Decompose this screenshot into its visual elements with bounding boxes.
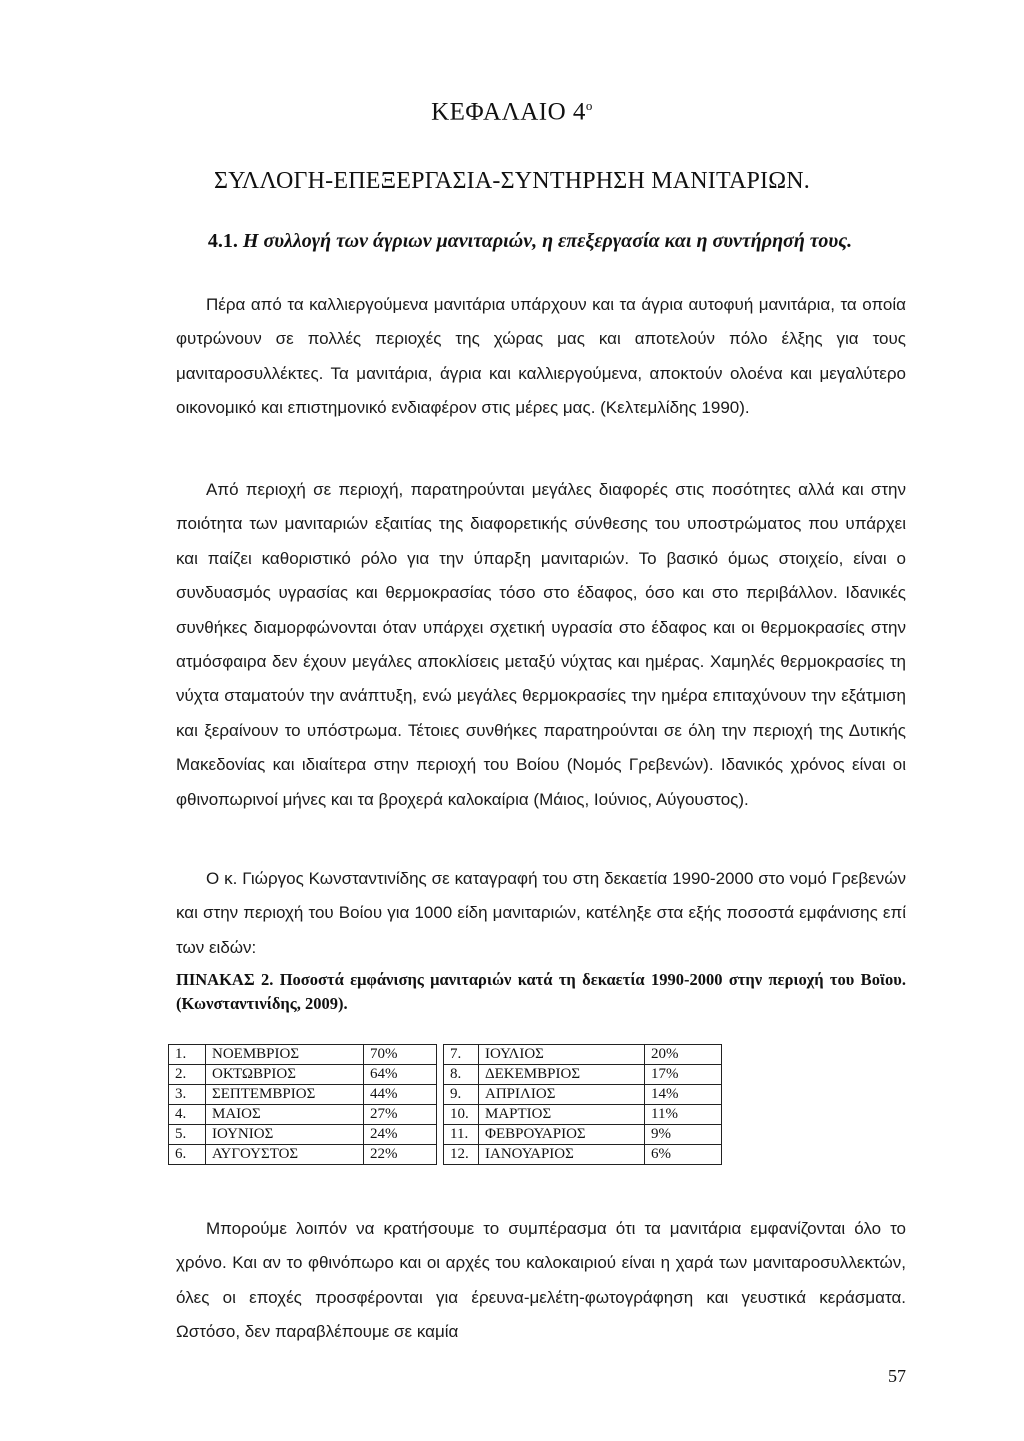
percent-cell: 11% [645, 1105, 722, 1125]
percent-cell: 24% [364, 1125, 437, 1145]
month-cell: ΝΟΕΜΒΡΙΟΣ [206, 1045, 364, 1065]
table-row [444, 1065, 722, 1085]
table-caption: ΠΙΝΑΚΑΣ 2. Ποσοστά εμφάνισης μανιταριών κατά τη δεκαετία 1990-2000 στην περιοχή του Βοϊου. (Κωνσταντινίδης, 2009). [176, 970, 906, 1013]
rank-cell: 12. [444, 1145, 479, 1165]
page-number: 57 [888, 1366, 906, 1386]
rank-cell: 1. [169, 1045, 206, 1065]
percent-cell: 64% [364, 1065, 437, 1085]
rank-cell: 6. [169, 1145, 206, 1165]
percent-cell: 22% [364, 1145, 437, 1165]
month-cell: ΜΑΙΟΣ [206, 1105, 364, 1125]
month-cell: ΑΥΓΟΥΣΤΟΣ [206, 1145, 364, 1165]
table-row [444, 1145, 722, 1165]
table-row [169, 1145, 437, 1165]
percent-cell: 70% [364, 1045, 437, 1065]
paragraph-survey: Ο κ. Γιώργος Κωνσταντινίδης σε καταγραφή του στη δεκαετία 1990-2000 στο νομό Γρεβενών και στην περιοχή του Βοίου για 1000 είδη μανιταριών, κατέληξε στα εξής ποσοστά εμφάνισης επί των ειδών: [176, 869, 906, 957]
section-number: 4.1. [207, 230, 238, 252]
chapter-title [0, 98, 1024, 126]
months-table-right [443, 1044, 722, 1165]
main-heading: ΣΥΛΛΟΓΗ-ΕΠΕΞΕΡΓΑΣΙΑ-ΣΥΝΤΗΡΗΣΗ ΜΑΝΙΤΑΡΙΩΝ. [214, 168, 810, 194]
table-row [169, 1045, 437, 1065]
table-row [169, 1065, 437, 1085]
month-cell: ΟΚΤΩΒΡΙΟΣ [206, 1065, 364, 1085]
percent-cell: 9% [645, 1125, 722, 1145]
section-title: Η συλλογή των άγριων μανιταριών, η επεξεργασία και η συντήρησή τους. [242, 230, 853, 252]
table-row [169, 1085, 437, 1105]
month-cell: ΜΑΡΤΙΟΣ [479, 1105, 645, 1125]
rank-cell: 7. [444, 1045, 479, 1065]
month-cell: ΦΕΒΡΟΥΑΡΙΟΣ [479, 1125, 645, 1145]
months-table-left [168, 1044, 437, 1165]
rank-cell: 3. [169, 1085, 206, 1105]
month-cell: ΙΟΥΛΙΟΣ [479, 1045, 645, 1065]
paragraph-intro: Πέρα από τα καλλιεργούμενα μανιτάρια υπάρχουν και τα άγρια αυτοφυή μανιτάρια, τα οποία φυτρώνουν σε πολλές περιοχές της χώρας μας και αποτελούν πόλο έλξης για τους μανιταροσυλλέκτες. Τα μανιτάρια, άγρια και καλλιεργούμενα, αποκτούν ολοένα και μεγαλύτερο οικονομικό και επιστημονικό ενδιαφέρον στις μέρες μας. (Κελτεμλίδης 1990). [176, 295, 906, 418]
rank-cell: 5. [169, 1125, 206, 1145]
rank-cell: 8. [444, 1065, 479, 1085]
table-row [169, 1105, 437, 1125]
percent-cell: 6% [645, 1145, 722, 1165]
table-row [169, 1125, 437, 1145]
table-row [444, 1125, 722, 1145]
table-row [444, 1085, 722, 1105]
month-cell: ΙΟΥΝΙΟΣ [206, 1125, 364, 1145]
month-cell: ΑΠΡΙΛΙΟΣ [479, 1085, 645, 1105]
table-row [444, 1105, 722, 1125]
rank-cell: 11. [444, 1125, 479, 1145]
month-cell: ΙΑΝΟΥΑΡΙΟΣ [479, 1145, 645, 1165]
month-cell: ΔΕΚΕΜΒΡΙΟΣ [479, 1065, 645, 1085]
rank-cell: 10. [444, 1105, 479, 1125]
paragraph-conclusion: Μπορούμε λοιπόν να κρατήσουμε το συμπέρασμα ότι τα μανιτάρια εμφανίζονται όλο το χρόνο. Και αν το φθινόπωρο και οι αρχές του καλοκαιριού είναι η χαρά των μανιταροσυλλεκτών, όλες οι εποχές προσφέρονται για έρευνα-μελέτη-φωτογράφηση και γευστικά κεράσματα. Ωστόσο, δεν παραβλέπουμε σε καμία [176, 1219, 906, 1342]
chapter-label: ΚΕΦΑΛΑΙΟ 4 [431, 98, 586, 126]
paragraph-conditions: Από περιοχή σε περιοχή, παρατηρούνται μεγάλες διαφορές στις ποσότητες αλλά και στην ποιότητα των μανιταριών εξαιτίας της διαφορετικής σύνθεσης του υποστρώματος που υπάρχει και παίζει καθοριστικό ρόλο για την ύπαρξη μανιταριών. Το βασικό όμως στοιχείο, είναι ο συνδυασμός υγρασίας και θερμοκρασίας τόσο στο έδαφος, όσο και στο περιβάλλον. Ιδανικές συνθήκες διαμορφώνονται όταν υπάρχει σχετική υγρασία στο έδαφος και οι θερμοκρασίες στην ατμόσφαιρα δεν έχουν μεγάλες αποκλίσεις μεταξύ νύχτας και ημέρας. Χαμηλές θερμοκρασίες τη νύχτα σταματούν την ανάπτυξη, ενώ μεγάλες θερμοκρασίες την ημέρα επιταχύνουν την εξάτμιση και ξεραίνουν το υπόστρωμα. Τέτοιες συνθήκες παρατηρούνται σε όλη την περιοχή της Δυτικής Μακεδονίας και ιδιαίτερα στην περιοχή του Βοίου (Νομός Γρεβενών). Ιδανικός χρόνος είναι οι φθινοπωρινοί μήνες και τα βροχερά καλοκαίρια (Μάιος, Ιούνιος, Αύγουστος). [176, 480, 906, 809]
section-heading [200, 226, 860, 256]
month-cell: ΣΕΠΤΕΜΒΡΙΟΣ [206, 1085, 364, 1105]
percent-cell: 14% [645, 1085, 722, 1105]
rank-cell: 2. [169, 1065, 206, 1085]
rank-cell: 4. [169, 1105, 206, 1125]
percent-cell: 27% [364, 1105, 437, 1125]
percent-cell: 17% [645, 1065, 722, 1085]
chapter-superscript: ο [585, 98, 593, 113]
table-row [444, 1045, 722, 1065]
rank-cell: 9. [444, 1085, 479, 1105]
percent-cell: 44% [364, 1085, 437, 1105]
percent-cell: 20% [645, 1045, 722, 1065]
